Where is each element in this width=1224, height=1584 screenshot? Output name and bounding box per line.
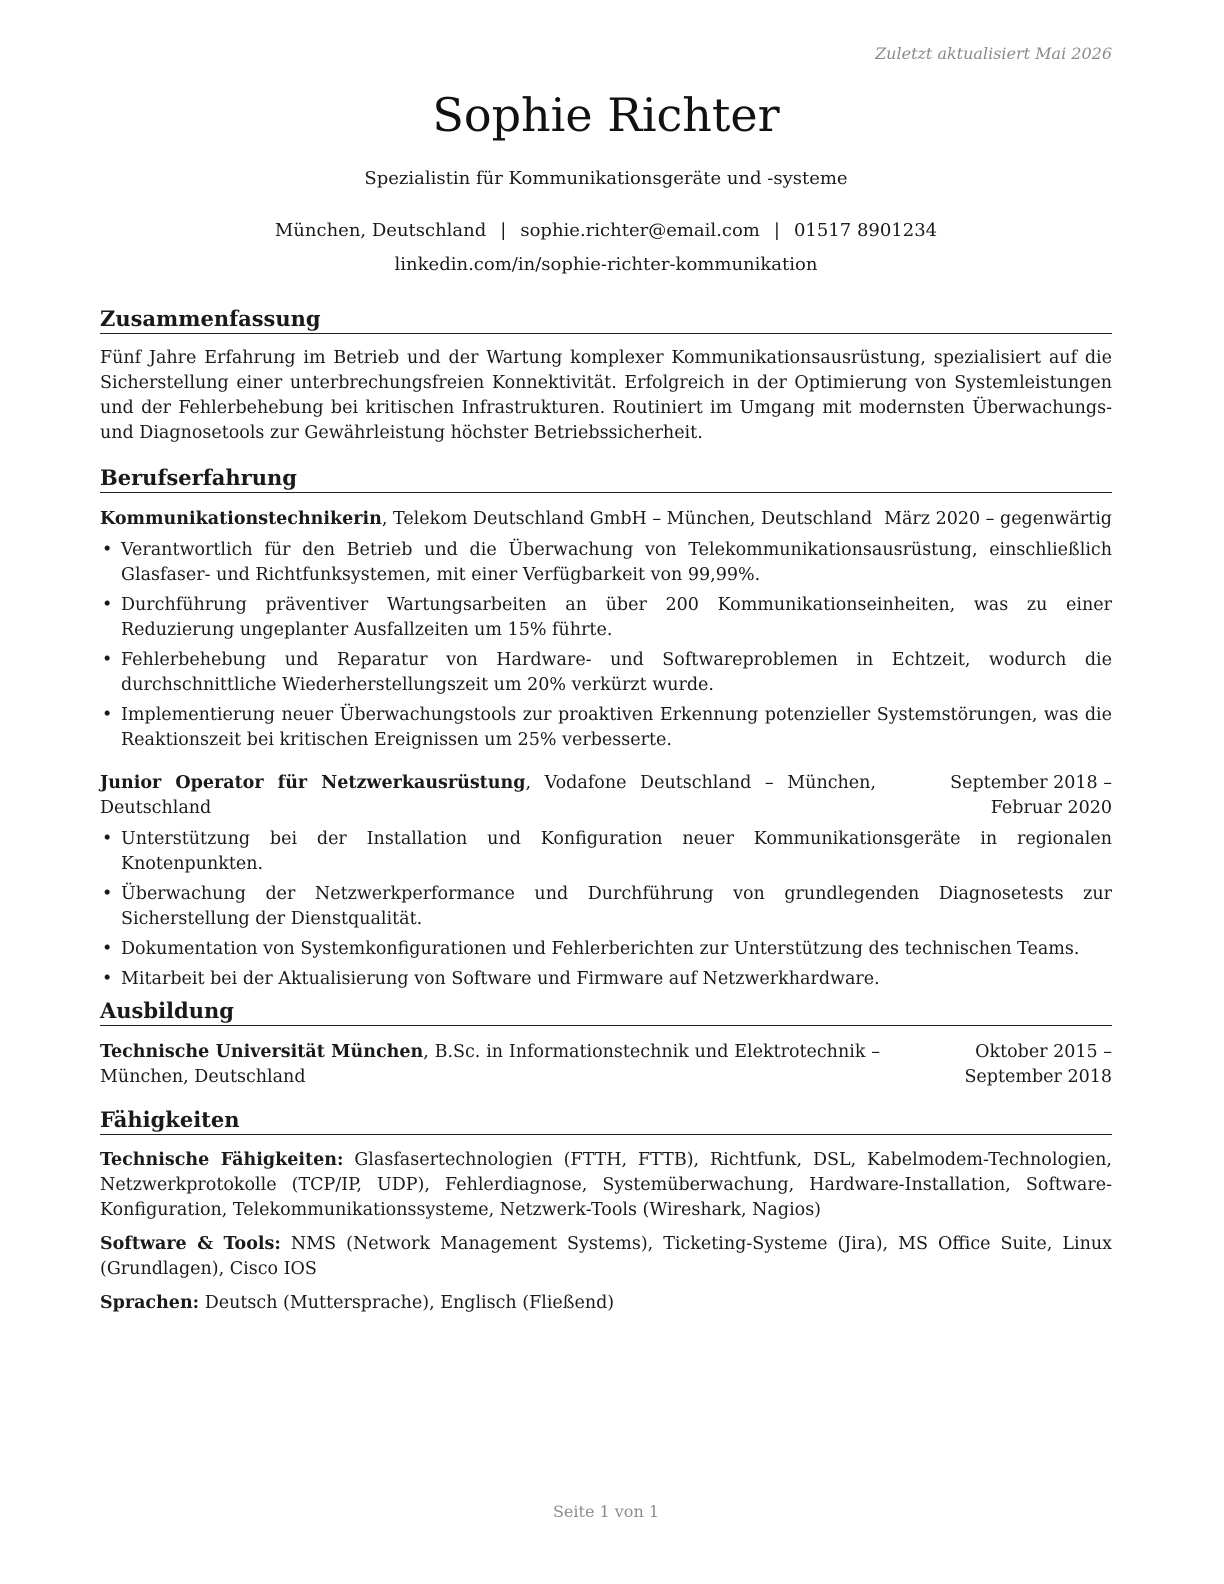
section-title-summary: Zusammenfassung — [100, 306, 1112, 334]
bullet-item: • Dokumentation von Systemkonfigurationen und Fehlerberichten zur Unterstützung des technischen Teams. — [100, 937, 1112, 962]
job-dates: September 2018 – Februar 2020 — [950, 773, 1112, 818]
contact-email[interactable]: sophie.richter@email.com — [520, 220, 760, 241]
bullet-item: • Unterstützung bei der Installation und Konfiguration neuer Kommunikationsgeräte in regionalen Knotenpunkten. — [100, 827, 1112, 877]
bullet-item: • Implementierung neuer Überwachungstools zur proaktiven Erkennung potenzieller Systemstörungen, was die Reaktionszeit bei kritischen Ereignissen um 25% verbesserte. — [100, 703, 1112, 753]
bullet-item: • Verantwortlich für den Betrieb und die Überwachung von Telekommunikationsausrüstung, einschließlich Glasfaser- und Richtfunksystemen, mit einer Verfügbarkeit von 99,99%. — [100, 538, 1112, 588]
page-number: Seite 1 von 1 — [552, 1502, 660, 1521]
bullet-item: • Fehlerbehebung und Reparatur von Hardware- und Softwareproblemen in Echtzeit, wodurch die durchschnittliche Wiederherstellungszeit um 20% verkürzt wurde. — [100, 648, 1112, 698]
job-company: , Vodafone Deutschland – München, Deutschland — [100, 773, 876, 818]
job-dates: März 2020 – gegenwärtig — [884, 509, 1112, 529]
skills-section — [100, 1107, 1112, 1316]
summary-section — [100, 306, 1112, 446]
job-header — [100, 771, 1112, 821]
education-entry — [100, 1040, 1112, 1090]
job-header — [100, 507, 1112, 532]
bullet-item: • Überwachung der Netzwerkperformance und Durchführung von grundlegenden Diagnosetests zur Sicherstellung der Dienstqualität. — [100, 882, 1112, 932]
skill-software: Software & Tools: NMS (Network Management Systems), Ticketing-Systeme (Jira), MS Office Suite, Linux (Grundlagen), Cisco IOS — [100, 1234, 1112, 1279]
education-school: Technische Universität München — [100, 1042, 424, 1062]
section-title-education: Ausbildung — [100, 998, 1112, 1026]
job-role: Kommunikationstechnikerin — [100, 509, 382, 529]
experience-section — [100, 465, 1112, 997]
summary-text: Fünf Jahre Erfahrung im Betrieb und der Wartung komplexer Kommunikationsausrüstung, spezialisiert auf die Sicherstellung einer unterbrechungsfreien Konnektivität. Erfolgreich in der Optimierung von Systemleistungen und der Fehlerbehebung bei kritischen Infrastrukturen. Routiniert im Umgang mit modernsten Überwachungs- und Diagnosetools zur Gewährleistung höchster Betriebssicherheit. — [100, 348, 1112, 443]
candidate-name: Sophie Richter — [432, 88, 780, 142]
contact-line — [0, 220, 1212, 241]
skill-technical: Technische Fähigkeiten: Glasfasertechnologien (FTTH, FTTB), Richtfunk, DSL, Kabelmodem-Technologien, Netzwerkprotokolle (TCP/IP, UDP), Fehlerdiagnose, Systemüberwachung, Hardware-Installation, Software-Konfiguration, Telekommunikationssysteme, Netzwerk-Tools (Wireshark, Nagios) — [100, 1150, 1112, 1220]
contact-location: München, Deutschland — [274, 220, 487, 241]
section-title-skills: Fähigkeiten — [100, 1107, 1112, 1135]
skill-languages: Sprachen: Deutsch (Muttersprache), Englisch (Fließend) — [100, 1293, 615, 1313]
education-dates: Oktober 2015 – September 2018 — [964, 1042, 1112, 1087]
last-updated: Zuletzt aktualisiert Mai 2026 — [875, 44, 1112, 63]
linkedin-link[interactable]: linkedin.com/in/sophie-richter-kommunikation — [394, 254, 818, 275]
job-company: , Telekom Deutschland GmbH – München, Deutschland — [381, 509, 873, 529]
education-degree: , B.Sc. in Informationstechnik und Elektrotechnik – München, Deutschland — [100, 1042, 880, 1087]
job-role: Junior Operator für Netzwerkausrüstung — [100, 773, 526, 793]
education-section — [100, 998, 1112, 1090]
contact-separator: | — [500, 220, 507, 241]
job-bullets — [100, 827, 1112, 992]
job-bullets — [100, 538, 1112, 753]
bullet-item: • Durchführung präventiver Wartungsarbeiten an über 200 Kommunikationseinheiten, was zu einer Reduzierung ungeplanter Ausfallzeiten um 15% führte. — [100, 593, 1112, 643]
contact-separator: | — [773, 220, 780, 241]
section-title-experience: Berufserfahrung — [100, 465, 1112, 493]
bullet-item: • Mitarbeit bei der Aktualisierung von Software und Firmware auf Netzwerkhardware. — [100, 967, 1112, 992]
contact-phone: 01517 8901234 — [793, 220, 938, 241]
candidate-tagline: Spezialistin für Kommunikationsgeräte und -systeme — [364, 168, 848, 189]
